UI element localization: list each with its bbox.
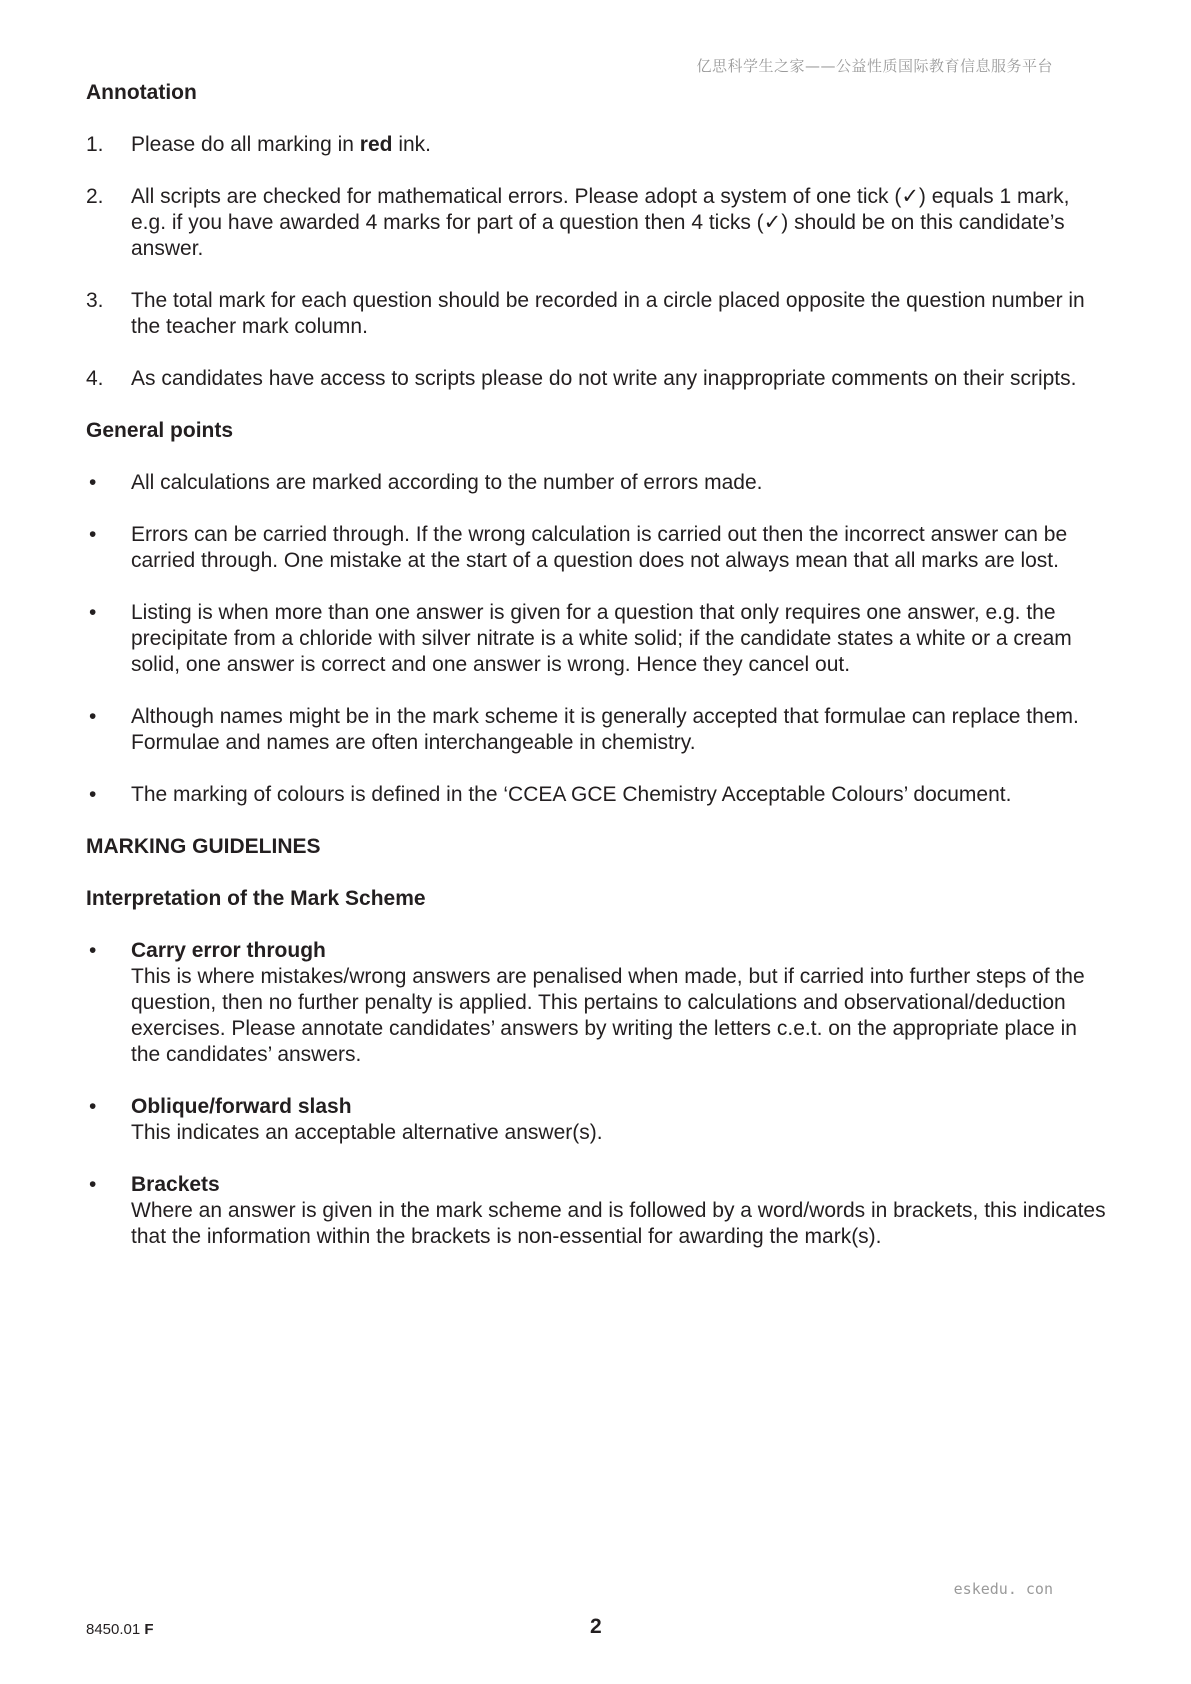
item-text: Errors can be carried through. If the wrong calculation is carried out then the incorrect answer can be carried through. One mistake at the start of a question does not always mean that all marks are lost.	[131, 523, 1068, 572]
item-number: 2.	[86, 185, 104, 208]
guideline-title: Brackets	[131, 1173, 220, 1196]
item-number: 4.	[86, 367, 104, 390]
page-number: 2	[590, 1615, 602, 1638]
document-code-letter: F	[144, 1621, 154, 1638]
item-text: The total mark for each question should be recorded in a circle placed opposite the question number in the teacher mark column.	[131, 289, 1085, 338]
general-point-1	[86, 470, 1106, 496]
annotation-item-4	[86, 366, 1106, 392]
item-text-end: ink.	[392, 133, 431, 156]
guideline-oblique-slash	[86, 1094, 1106, 1146]
marking-guidelines-heading: MARKING GUIDELINES	[86, 835, 321, 858]
item-number: 3.	[86, 289, 104, 312]
item-text	[131, 132, 1106, 158]
bullet: •	[89, 523, 97, 546]
guideline-body	[131, 1094, 1106, 1146]
guideline-body	[131, 1172, 1106, 1250]
bullet: •	[89, 783, 97, 806]
document-code	[86, 1621, 154, 1638]
item-text: The marking of colours is defined in the ‘CCEA GCE Chemistry Acceptable Colours’ document.	[131, 783, 1012, 806]
general-point-4	[86, 704, 1106, 756]
footer-watermark: eskedu. con	[953, 1580, 1053, 1598]
annotation-item-1	[86, 132, 1106, 158]
item-text: Although names might be in the mark scheme it is generally accepted that formulae can replace them. Formulae and names are often interchangeable in chemistry.	[131, 705, 1079, 754]
general-points-heading: General points	[86, 419, 234, 442]
guideline-title: Carry error through	[131, 939, 326, 962]
header-watermark: 亿思科学生之家——公益性质国际教育信息服务平台	[696, 57, 1053, 75]
bullet: •	[89, 1095, 97, 1118]
document-code-number: 8450.01	[86, 1621, 141, 1638]
guideline-carry-error	[86, 938, 1106, 1068]
page-content	[86, 80, 1106, 1276]
guideline-brackets	[86, 1172, 1106, 1250]
annotation-item-3	[86, 288, 1106, 340]
bullet: •	[89, 601, 97, 624]
annotation-heading: Annotation	[86, 81, 197, 104]
emphasis-red: red	[359, 133, 393, 156]
item-text: As candidates have access to scripts please do not write any inappropriate comments on their scripts.	[131, 367, 1077, 390]
item-text: All calculations are marked according to the number of errors made.	[131, 471, 763, 494]
annotation-item-2	[86, 184, 1106, 262]
item-number: 1.	[86, 133, 104, 156]
guideline-text: This is where mistakes/wrong answers are penalised when made, but if carried into further steps of the question, then no further penalty is applied. This pertains to calculations and observational/deduction exercises. Please annotate candidates’ answers by writing the letters c.e.t. on the appropriate place in the candidates’ answers.	[131, 965, 1085, 1066]
bullet: •	[89, 939, 97, 962]
interpretation-subheading: Interpretation of the Mark Scheme	[86, 887, 426, 910]
item-text: All scripts are checked for mathematical errors. Please adopt a system of one tick (✓) equals 1 mark, e.g. if you have awarded 4 marks for part of a question then 4 ticks (✓) should be on this candidate’s answer.	[131, 185, 1070, 260]
guideline-body	[131, 938, 1106, 1068]
guideline-title: Oblique/forward slash	[131, 1095, 352, 1118]
general-point-5	[86, 782, 1106, 808]
item-text-start: Please do all marking in	[131, 133, 360, 156]
bullet: •	[89, 705, 97, 728]
general-point-2	[86, 522, 1106, 574]
bullet: •	[89, 471, 97, 494]
item-text: Listing is when more than one answer is given for a question that only requires one answer, e.g. the precipitate from a chloride with silver nitrate is a white solid; if the candidate states a white or a cream solid, one answer is correct and one answer is wrong. Hence they cancel out.	[131, 601, 1072, 676]
guideline-text: Where an answer is given in the mark scheme and is followed by a word/words in brackets, this indicates that the information within the brackets is non-essential for awarding the mark(s).	[131, 1199, 1106, 1248]
guideline-text: This indicates an acceptable alternative answer(s).	[131, 1121, 603, 1144]
bullet: •	[89, 1173, 97, 1196]
general-point-3	[86, 600, 1106, 678]
